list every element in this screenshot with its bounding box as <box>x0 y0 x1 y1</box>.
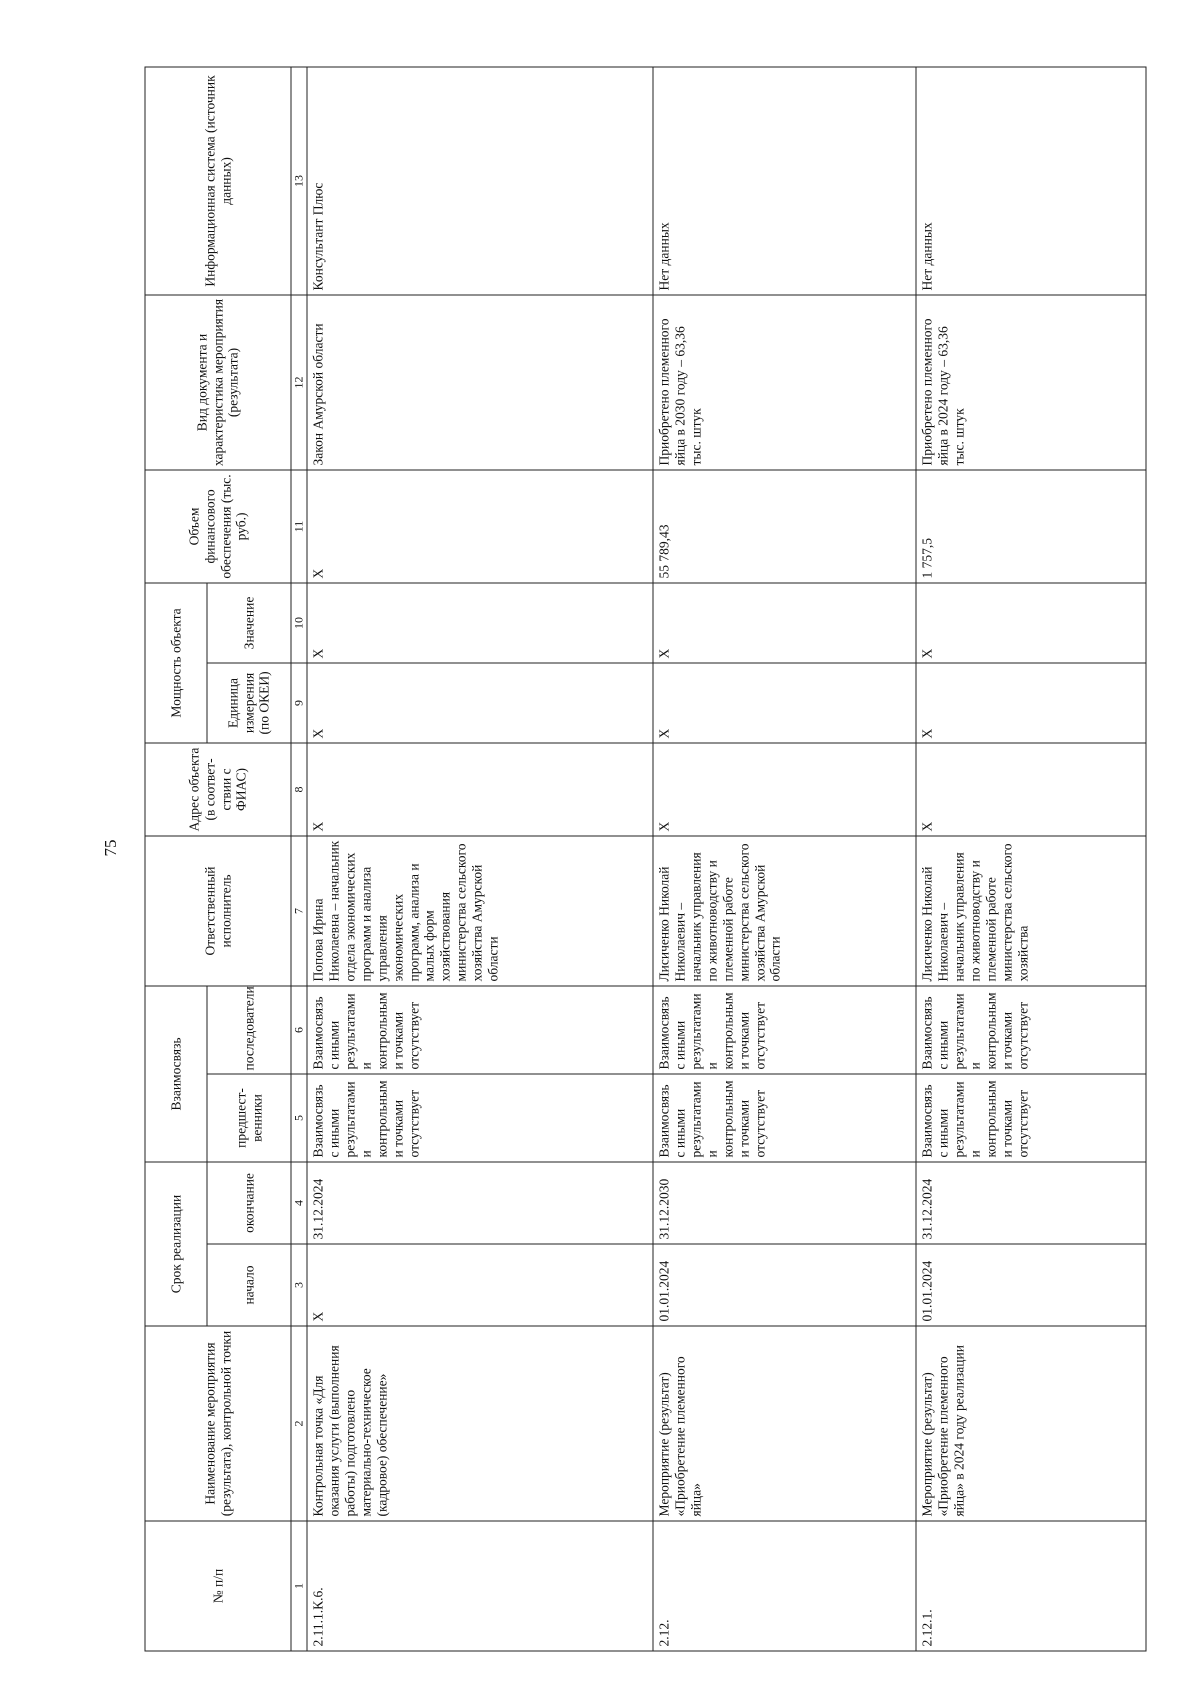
header-period: Срок реализации <box>145 1161 207 1325</box>
header-link: Взаимосвязь <box>145 985 207 1161</box>
row-info: Консультант Плюс <box>307 66 653 294</box>
row-address: X <box>916 742 1146 835</box>
table-row <box>307 66 653 1650</box>
activities-table <box>145 66 1147 1651</box>
column-number: 7 <box>291 835 307 985</box>
row-name: Мероприятие (результат) «Приобретение племенного яйца» <box>653 1326 916 1521</box>
header-period-start: начало <box>207 1244 291 1326</box>
row-unit: X <box>916 662 1146 742</box>
header-executor: Ответственный исполнитель <box>145 835 291 985</box>
header-period-end: окончание <box>207 1161 291 1243</box>
page-number: 75 <box>101 839 120 857</box>
row-end: 31.12.2030 <box>653 1161 916 1243</box>
row-start: X <box>307 1244 653 1326</box>
row-start: 01.01.2024 <box>916 1244 1146 1326</box>
column-number: 12 <box>291 294 307 469</box>
column-number: 8 <box>291 742 307 835</box>
row-info: Нет данных <box>653 66 916 294</box>
row-num: 2.11.1.К.6. <box>307 1521 653 1651</box>
column-number: 10 <box>291 582 307 662</box>
row-executor: Лисиченко Николай Николаевич – начальник управления по животноводству и племенной работе министерства сельского хозяйства Амурской области <box>653 835 916 985</box>
row-name: Контрольная точка «Для оказания услуги (выполнения работы) подготовлено материально-техническое (кадровое) обеспечение» <box>307 1326 653 1521</box>
row-unit: X <box>653 662 916 742</box>
row-end: 31.12.2024 <box>916 1161 1146 1243</box>
row-executor: Попова Ирина Николаевна – начальник отдела экономических программ и анализа управления экономических программ, анализа и малых форм хозяйствования министерства сельского хозяйства Амурской области <box>307 835 653 985</box>
row-value: X <box>916 582 1146 662</box>
row-next: Взаимосвязь с иными результатами и контрольными точками отсутствует <box>653 985 916 1073</box>
row-num: 2.12.1. <box>916 1521 1146 1651</box>
header-capacity: Мощность объекта <box>145 582 207 742</box>
row-address: X <box>653 742 916 835</box>
header-link-prev: предшест-венники <box>207 1073 291 1161</box>
header-finance: Объем финансового обеспечения (тыс. руб.) <box>145 469 291 582</box>
column-number: 9 <box>291 662 307 742</box>
row-end: 31.12.2024 <box>307 1161 653 1243</box>
row-num: 2.12. <box>653 1521 916 1651</box>
column-number: 2 <box>291 1326 307 1521</box>
column-number: 3 <box>291 1244 307 1326</box>
column-number: 5 <box>291 1073 307 1161</box>
row-prev: Взаимосвязь с иными результатами и контрольными точками отсутствует <box>916 1073 1146 1161</box>
header-capacity-value: Значение <box>207 582 291 662</box>
row-next: Взаимосвязь с иными результатами и контрольными точками отсутствует <box>307 985 653 1073</box>
rotated-table-sheet <box>145 67 1064 1651</box>
header-row-1 <box>145 66 207 1650</box>
row-value: X <box>653 582 916 662</box>
row-prev: Взаимосвязь с иными результатами и контрольными точками отсутствует <box>307 1073 653 1161</box>
header-link-next: последователи <box>207 985 291 1073</box>
column-number: 4 <box>291 1161 307 1243</box>
row-value: X <box>307 582 653 662</box>
column-number: 1 <box>291 1521 307 1651</box>
row-doc: Приобретено племенного яйца в 2030 году – 63,36 тыс. штук <box>653 294 916 469</box>
header-doc: Вид документа и характеристика мероприятия (результата) <box>145 294 291 469</box>
header-num: № п/п <box>145 1521 291 1651</box>
column-number: 6 <box>291 985 307 1073</box>
column-number: 13 <box>291 66 307 294</box>
row-info: Нет данных <box>916 66 1146 294</box>
row-unit: X <box>307 662 653 742</box>
header-name: Наименование мероприятия (результата), контрольной точки <box>145 1326 291 1521</box>
row-address: X <box>307 742 653 835</box>
row-prev: Взаимосвязь с иными результатами и контрольными точками отсутствует <box>653 1073 916 1161</box>
row-doc: Закон Амурской области <box>307 294 653 469</box>
column-number: 11 <box>291 469 307 582</box>
row-name: Мероприятие (результат) «Приобретение племенного яйца» в 2024 году реализации <box>916 1326 1146 1521</box>
table-row <box>916 66 1146 1650</box>
row-executor: Лисиченко Николай Николаевич – начальник управления по животноводству и племенной работе министерства сельского хозяйства <box>916 835 1146 985</box>
row-finance: X <box>307 469 653 582</box>
table-row <box>653 66 916 1650</box>
header-info: Информационная система (источник данных) <box>145 66 291 294</box>
row-doc: Приобретено племенного яйца в 2024 году – 63,36 тыс. штук <box>916 294 1146 469</box>
column-number-row <box>291 66 307 1650</box>
row-finance: 55 789,43 <box>653 469 916 582</box>
row-finance: 1 757,5 <box>916 469 1146 582</box>
header-address: Адрес объекта (в соответ-ствии с ФИАС) <box>145 742 291 835</box>
row-start: 01.01.2024 <box>653 1244 916 1326</box>
header-capacity-unit: Единица измерения (по ОКЕИ) <box>207 662 291 742</box>
row-next: Взаимосвязь с иными результатами и контрольными точками отсутствует <box>916 985 1146 1073</box>
